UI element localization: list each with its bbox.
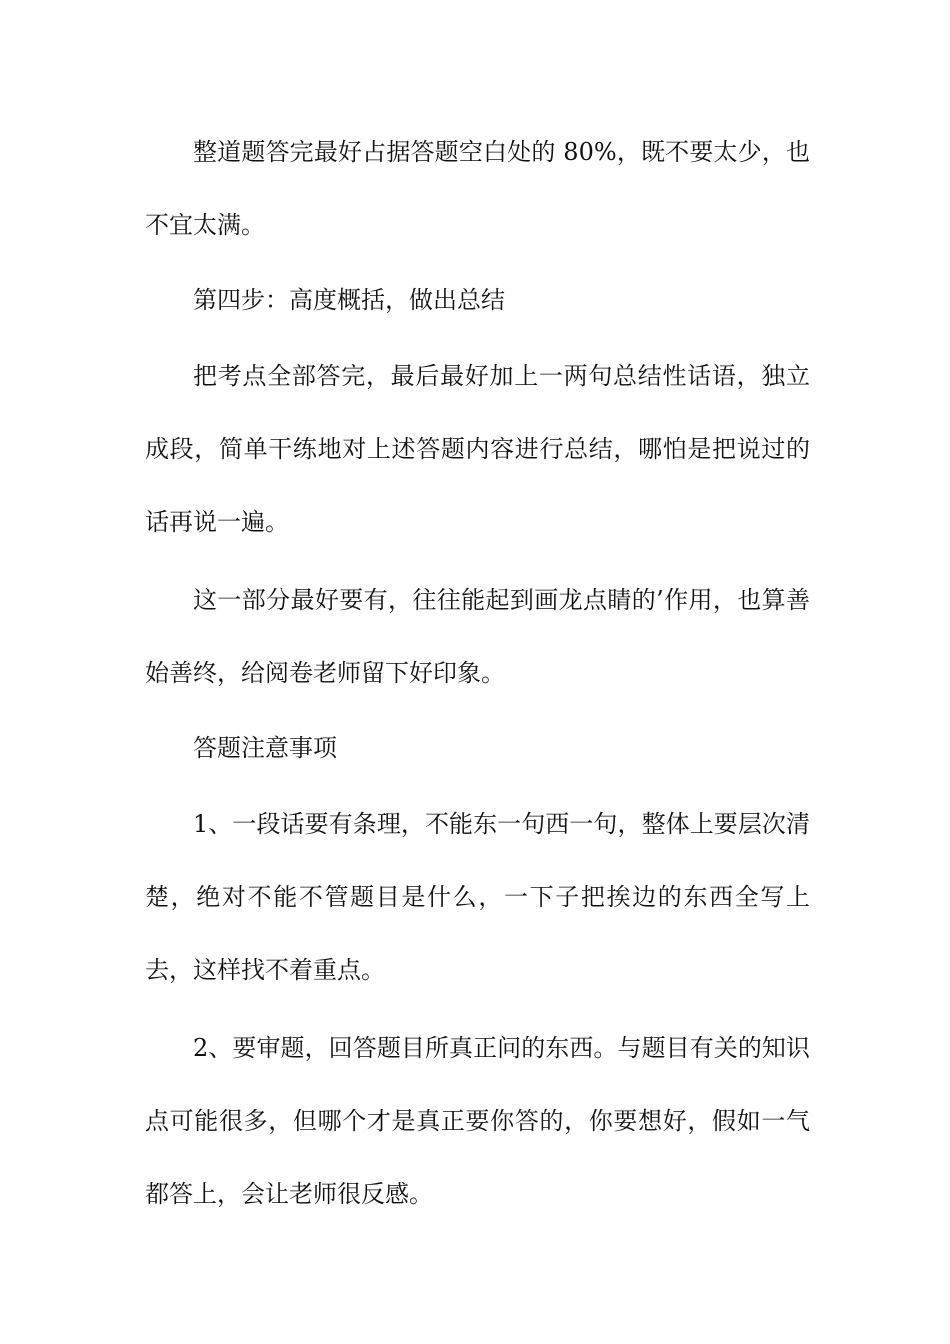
paragraph-finishing-touch: 这一部分最好要有，往往能起到画龙点睛的’作用，也算善始善终，给阅卷老师留下好印象。 <box>145 586 810 687</box>
paragraph-notes-heading: 答题注意事项 <box>193 734 337 762</box>
paragraph-note-one: 1、一段话要有条理，不能东一句西一句，整体上要层次清楚，绝对不能不管题目是什么，一下子把挨边的东西全写上去，这样找不着重点。 <box>145 810 810 984</box>
paragraph-answer-space: 整道题答完最好占据答题空白处的 80%，既不要太少，也不宜太满。 <box>145 138 810 239</box>
paragraph-note-two: 2、要审题，回答题目所真正问的东西。与题目有关的知识点可能很多，但哪个才是真正要你答的，你要想好，假如一气都答上，会让老师很反感。 <box>145 1034 810 1208</box>
paragraph-step-four-heading: 第四步：高度概括，做出总结 <box>193 286 505 314</box>
paragraph-summary-advice: 把考点全部答完，最后最好加上一两句总结性话语，独立成段，简单干练地对上述答题内容进行总结，哪怕是把说过的话再说一遍。 <box>145 362 810 536</box>
